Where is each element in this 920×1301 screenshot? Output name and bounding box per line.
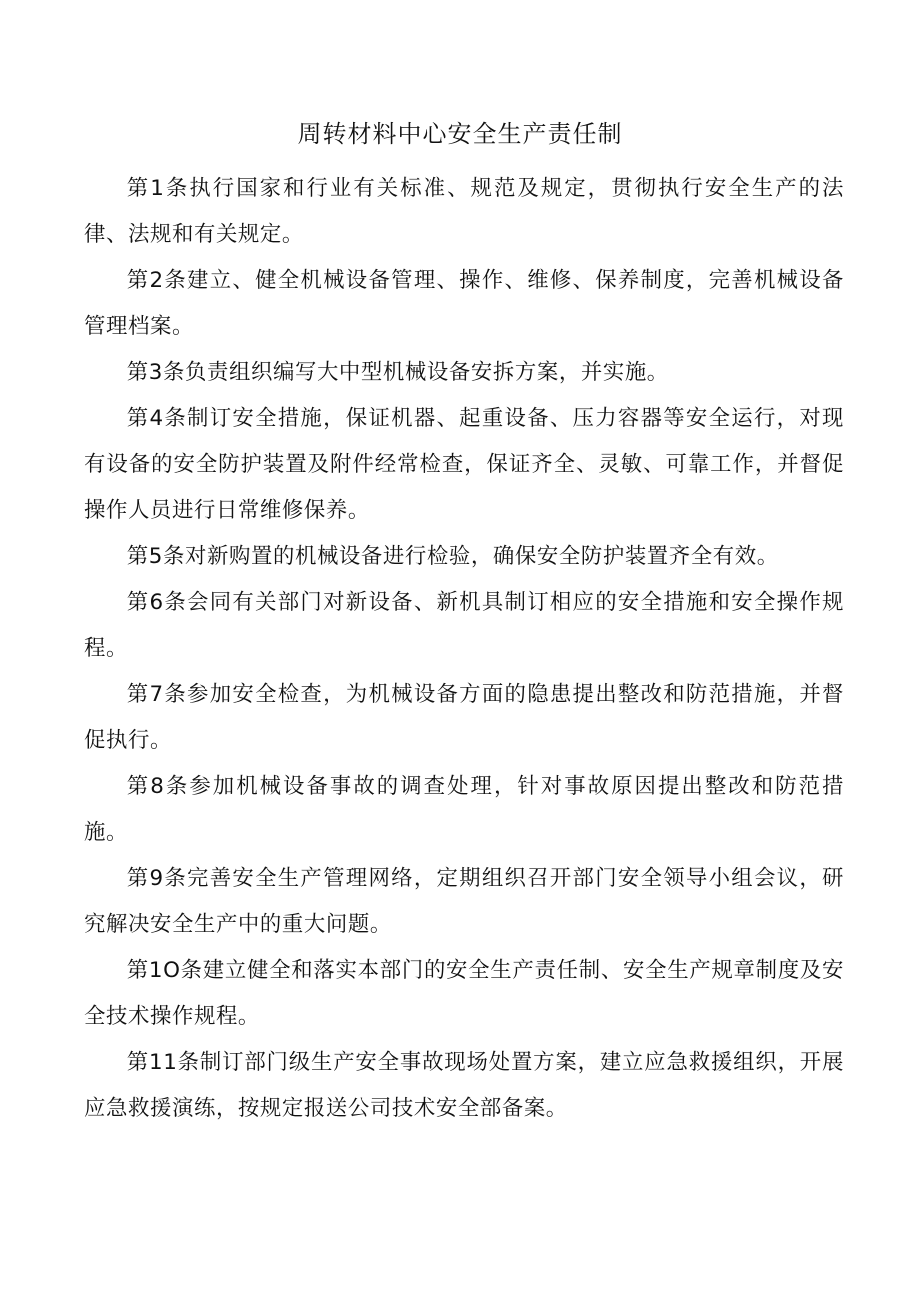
article-number: 第2条 bbox=[126, 268, 188, 293]
article-number: 第5条 bbox=[126, 544, 185, 569]
article-text: 负责组织编写大中型机械设备安拆方案，并实施。 bbox=[185, 360, 669, 385]
article-5 bbox=[84, 534, 844, 580]
article-number: 第1O条 bbox=[126, 958, 203, 983]
article-11 bbox=[84, 1040, 844, 1132]
article-text: 参加机械设备事故的调查处理，针对事故原因提出整改和防范措施。 bbox=[84, 774, 844, 845]
article-text: 会同有关部门对新设备、新机具制订相应的安全措施和安全操作规程。 bbox=[84, 590, 844, 661]
article-number: 第11条 bbox=[126, 1050, 200, 1075]
article-7 bbox=[84, 672, 844, 764]
article-text: 制订安全措施，保证机器、起重设备、压力容器等安全运行，对现有设备的安全防护装置及附件经常检查，保证齐全、灵敏、可靠工作，并督促操作人员进行日常维修保养。 bbox=[84, 406, 844, 523]
article-4 bbox=[84, 396, 844, 534]
article-number: 第8条 bbox=[126, 774, 190, 799]
article-10 bbox=[84, 948, 844, 1040]
article-text: 执行国家和行业有关标准、规范及规定，贯彻执行安全生产的法律、法规和有关规定。 bbox=[84, 176, 844, 247]
article-text: 制订部门级生产安全事故现场处置方案，建立应急救援组织，开展应急救援演练，按规定报送公司技术安全部备案。 bbox=[84, 1050, 844, 1121]
article-3 bbox=[84, 350, 844, 396]
article-text: 完善安全生产管理网络，定期组织召开部门安全领导小组会议，研究解决安全生产中的重大问题。 bbox=[84, 866, 844, 937]
article-text: 建立健全和落实本部门的安全生产责任制、安全生产规章制度及安全技术操作规程。 bbox=[84, 958, 844, 1029]
article-number: 第4条 bbox=[126, 406, 188, 431]
article-text: 对新购置的机械设备进行检验，确保安全防护装置齐全有效。 bbox=[185, 544, 779, 569]
article-2 bbox=[84, 258, 844, 350]
article-text: 建立、健全机械设备管理、操作、维修、保养制度，完善机械设备管理档案。 bbox=[84, 268, 844, 339]
article-1 bbox=[84, 166, 844, 258]
article-text: 参加安全检查，为机械设备方面的隐患提出整改和防范措施，并督促执行。 bbox=[84, 682, 844, 753]
article-8 bbox=[84, 764, 844, 856]
article-number: 第3条 bbox=[126, 360, 185, 385]
article-number: 第6条 bbox=[126, 590, 188, 615]
document-title: 周转材料中心安全生产责任制 bbox=[297, 120, 623, 148]
document-body bbox=[84, 166, 844, 1132]
article-number: 第9条 bbox=[126, 866, 188, 891]
article-9 bbox=[84, 856, 844, 948]
article-number: 第7条 bbox=[126, 682, 188, 707]
article-number: 第1条 bbox=[126, 176, 190, 201]
article-6 bbox=[84, 580, 844, 672]
